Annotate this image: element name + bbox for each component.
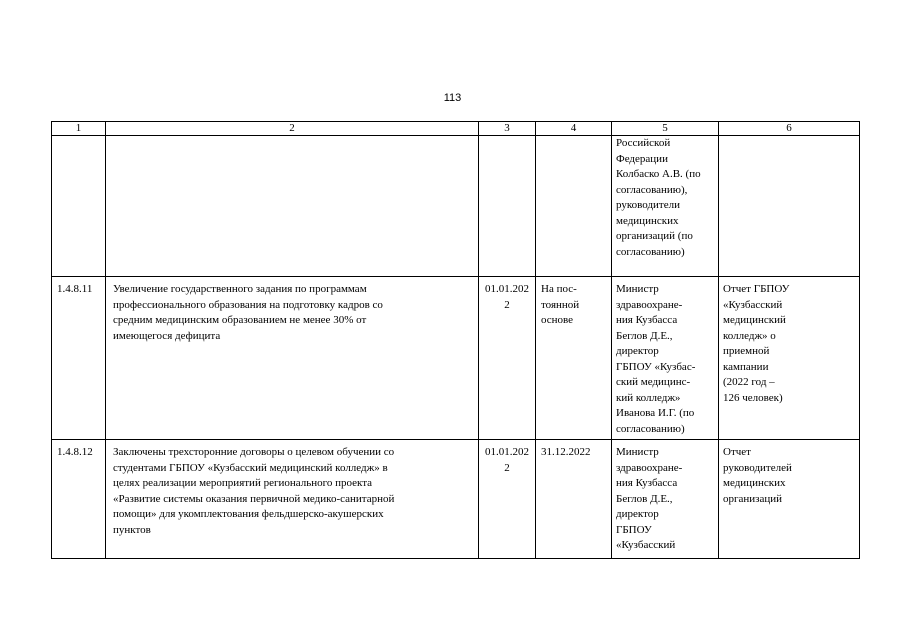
column-header-6: 6: [719, 122, 860, 136]
start-date: 01.01.2022: [485, 283, 529, 311]
description-cell: [106, 440, 479, 559]
start-date-cell: [479, 440, 536, 559]
column-header-3: 3: [479, 122, 536, 136]
item-number-cell: [52, 136, 106, 277]
item-number: 1.4.8.12: [57, 446, 93, 458]
start-date: [479, 136, 535, 141]
column-header-1: 1: [52, 122, 106, 136]
column-header-5: 5: [612, 122, 719, 136]
end-date: 31.12.2022: [541, 446, 591, 458]
header-row: [52, 122, 860, 136]
responsible-cell: [612, 136, 719, 277]
table-row: [52, 136, 860, 277]
expected-result: [719, 136, 859, 141]
responsible-persons: Министр здравоохране- ния Кузбасса Беглов Д.Е., директор ГБПОУ «Кузбас- ский медицинс- кий колледж» Иванова И.Г. (по согласованию): [616, 283, 696, 435]
item-number: 1.4.8.11: [57, 283, 93, 295]
result-cell: [719, 440, 860, 559]
responsible-cell: [612, 277, 719, 440]
column-header-4: 4: [536, 122, 612, 136]
responsible-cell: [612, 440, 719, 559]
start-date-cell: [479, 277, 536, 440]
plan-table: [51, 121, 860, 559]
responsible-persons: Министр здравоохране- ния Кузбасса Беглов Д.Е., директор ГБПОУ «Кузбасский: [616, 446, 683, 551]
end-date: На пос- тоянной основе: [541, 283, 580, 326]
table-row: [52, 440, 860, 559]
item-number-cell: [52, 277, 106, 440]
end-date: [536, 136, 611, 141]
item-number: [52, 136, 105, 141]
table-row: [52, 277, 860, 440]
item-number-cell: [52, 440, 106, 559]
expected-result: Отчет руководителей медицинских организаций: [723, 446, 792, 505]
result-cell: [719, 277, 860, 440]
item-description: Увеличение государственного задания по программам профессионального образования на подготовку кадров со средним медицинским образованием не менее 30% от имеющегося дефицита: [113, 283, 383, 342]
column-header-2: 2: [106, 122, 479, 136]
end-date-cell: [536, 440, 612, 559]
start-date-cell: [479, 136, 536, 277]
result-cell: [719, 136, 860, 277]
item-description: Заключены трехсторонние договоры о целевом обучении со студентами ГБПОУ «Кузбасский медицинский колледж» в целях реализации мероприятий регионального проекта «Развитие системы оказания первичной медико-санитарной помощи» для укомплектования фельдшерско-акушерских пунктов: [113, 446, 395, 536]
end-date-cell: [536, 136, 612, 277]
description-cell: [106, 277, 479, 440]
start-date: 01.01.2022: [485, 446, 529, 474]
responsible-persons: Российской Федерации Колбаско А.В. (по согласованию), руководители медицинских организаций (по согласованию): [616, 137, 701, 258]
expected-result: Отчет ГБПОУ «Кузбасский медицинский колледж» о приемной кампании (2022 год – 126 человек): [723, 283, 790, 404]
end-date-cell: [536, 277, 612, 440]
item-description: [106, 136, 478, 141]
description-cell: [106, 136, 479, 277]
page-number: 113: [443, 92, 462, 104]
